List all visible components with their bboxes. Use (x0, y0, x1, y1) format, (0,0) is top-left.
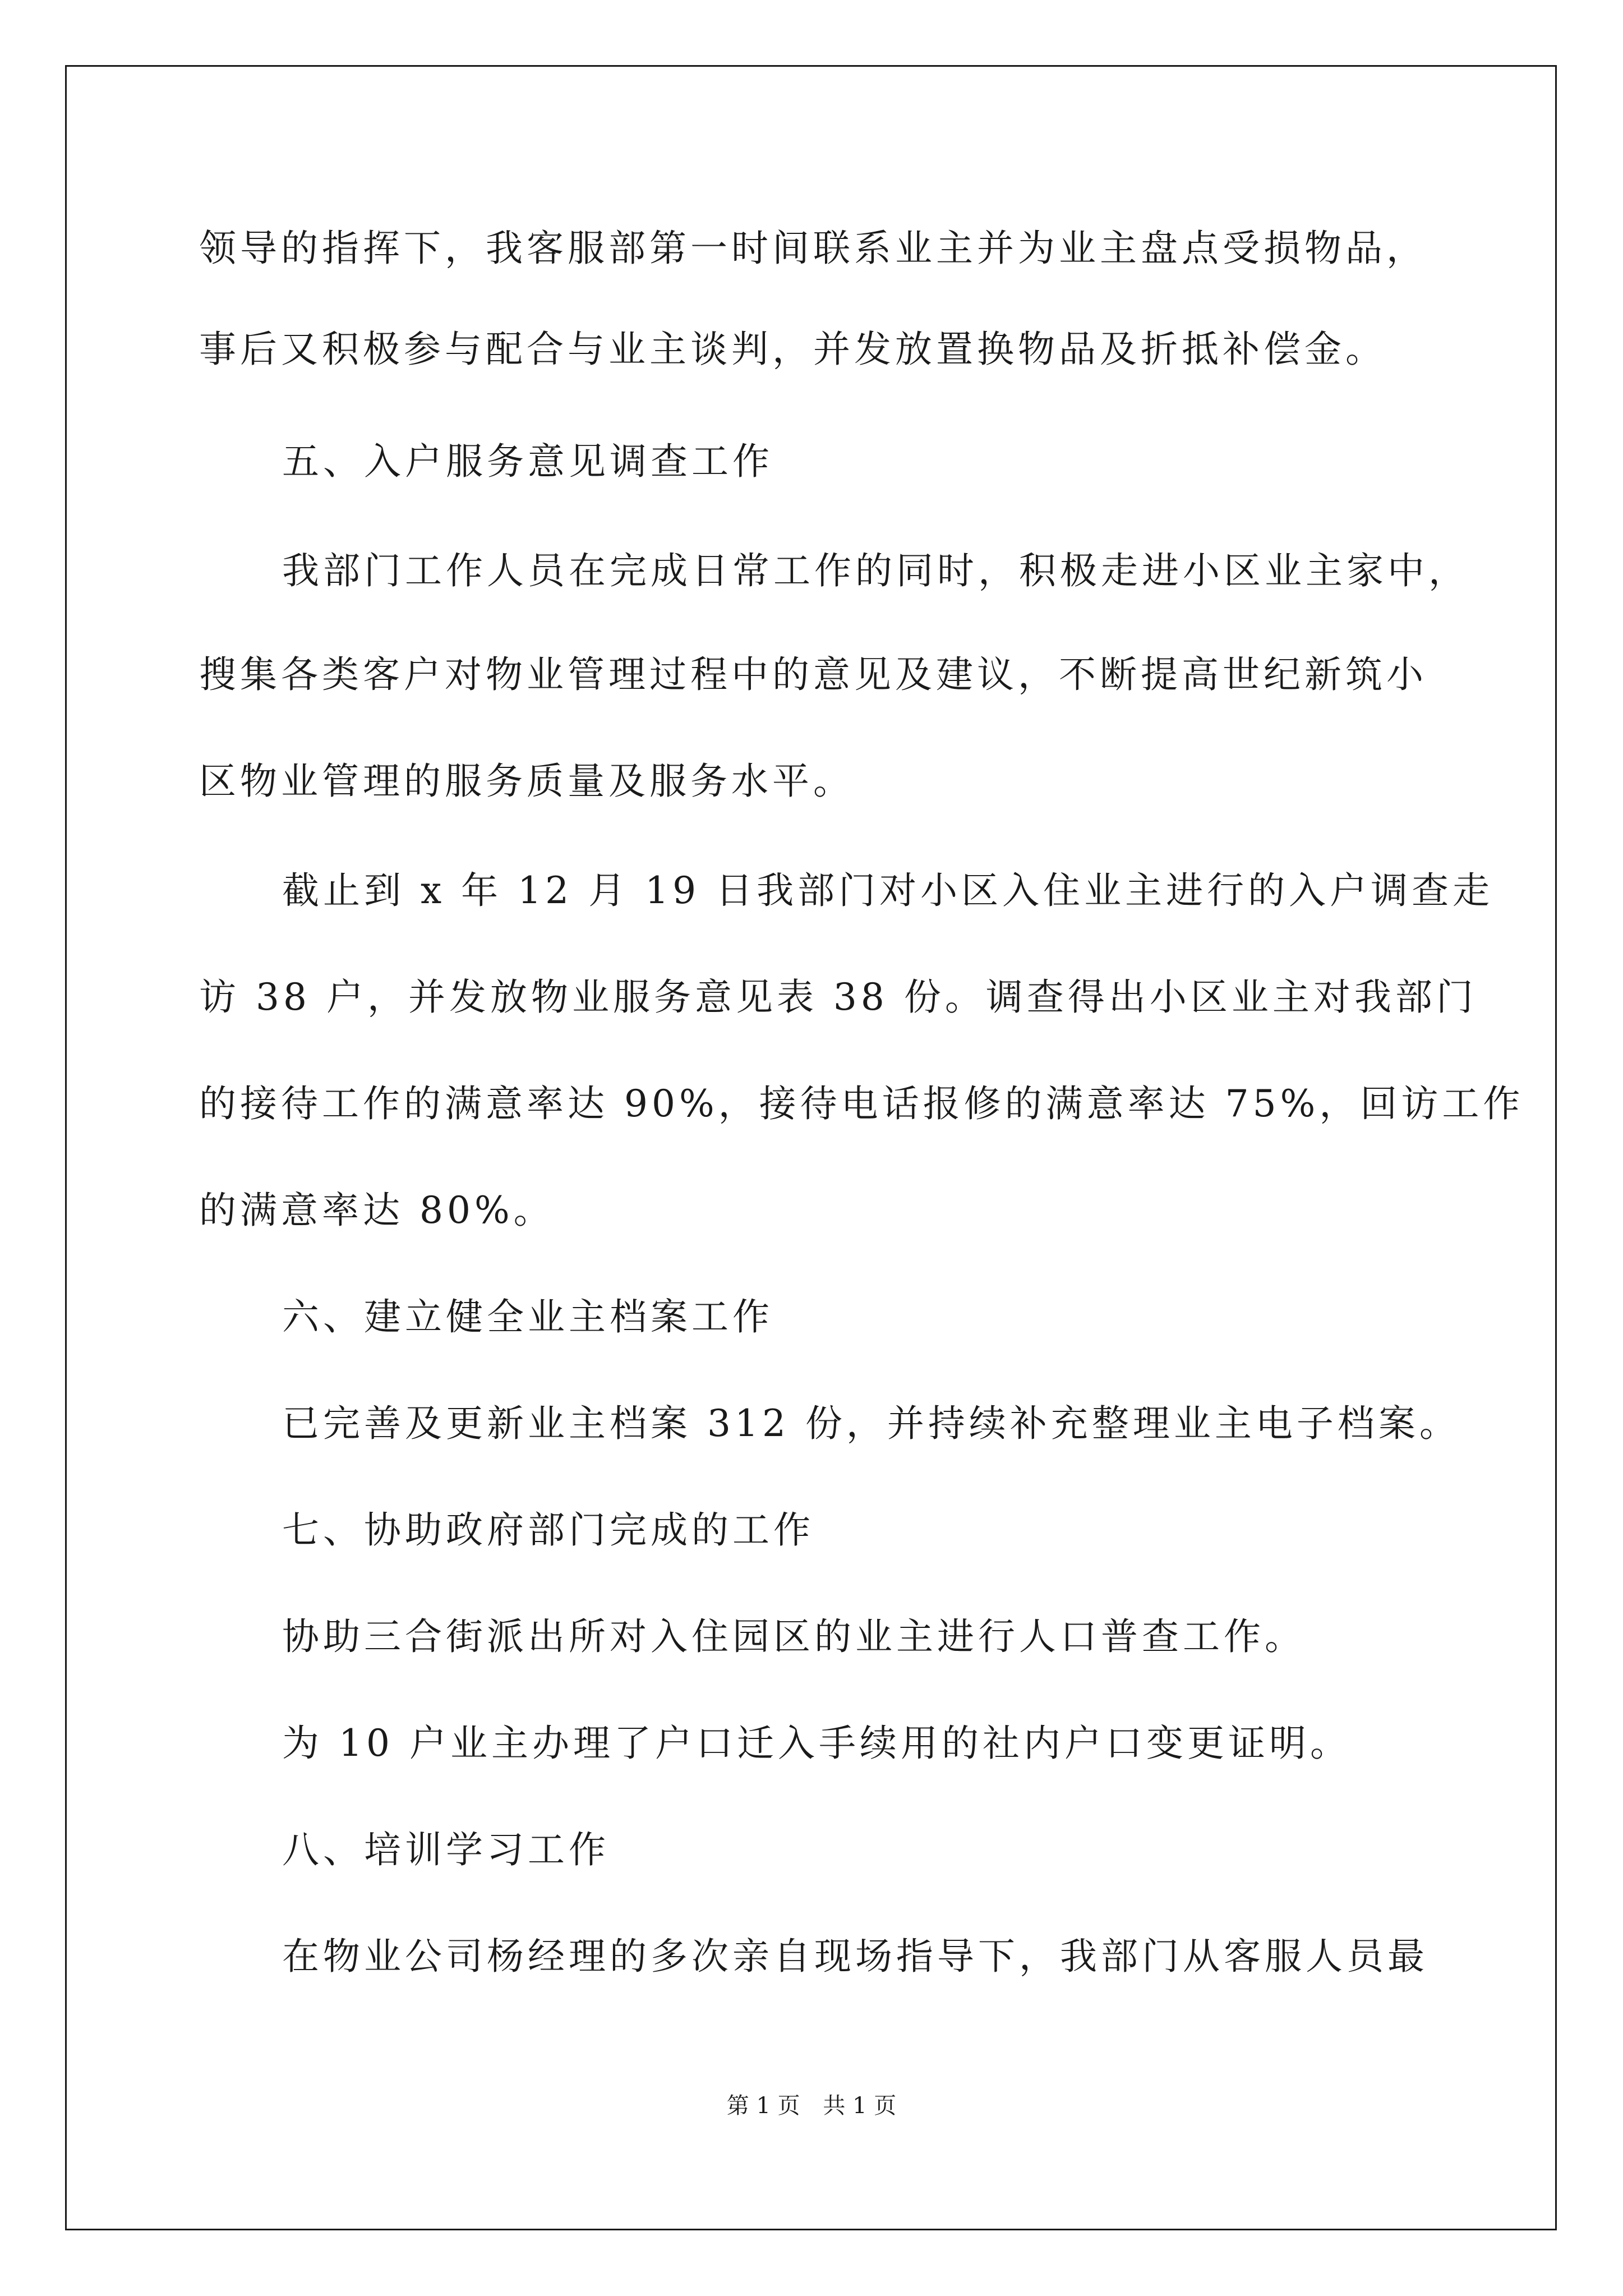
paragraph-line: 在物业公司杨经理的多次亲自现场指导下，我部门从客服人员最 (282, 1935, 1428, 1978)
paragraph-line: 领导的指挥下，我客服部第一时间联系业主并为业主盘点受损物品， (199, 227, 1427, 270)
section-heading: 五、入户服务意见调查工作 (282, 440, 773, 483)
paragraph-line: 的满意率达 80%。 (199, 1189, 555, 1232)
paragraph-line: 的接待工作的满意率达 90%，接待电话报修的满意率达 75%，回访工作 (199, 1082, 1524, 1125)
paragraph-line: 搜集各类客户对物业管理过程中的意见及建议，不断提高世纪新筑小 (199, 653, 1427, 696)
paragraph-line: 协助三合街派出所对入住园区的业主进行人口普查工作。 (282, 1615, 1306, 1658)
section-heading: 七、协助政府部门完成的工作 (282, 1508, 814, 1552)
page-footer (0, 2088, 1623, 2120)
paragraph-line: 截止到 x 年 12 月 19 日我部门对小区入住业主进行的入户调查走 (282, 869, 1494, 912)
section-heading: 八、培训学习工作 (282, 1828, 610, 1871)
section-heading: 六、建立健全业主档案工作 (282, 1295, 773, 1338)
page-number: 第 1 页 (726, 2093, 800, 2119)
page-total: 共 1 页 (823, 2093, 897, 2119)
paragraph-line: 事后又积极参与配合与业主谈判，并发放置换物品及折抵补偿金。 (199, 328, 1386, 371)
page-border (65, 65, 1557, 2230)
paragraph-line: 为 10 户业主办理了户口迁入手续用的社内户口变更证明。 (282, 1722, 1351, 1765)
paragraph-line: 已完善及更新业主档案 312 份，并持续补充整理业主电子档案。 (282, 1402, 1460, 1445)
paragraph-line: 我部门工作人员在完成日常工作的同时，积极走进小区业主家中， (282, 549, 1469, 592)
paragraph-line: 访 38 户，并发放物业服务意见表 38 份。调查得出小区业主对我部门 (199, 976, 1477, 1019)
paragraph-line: 区物业管理的服务质量及服务水平。 (199, 760, 854, 803)
